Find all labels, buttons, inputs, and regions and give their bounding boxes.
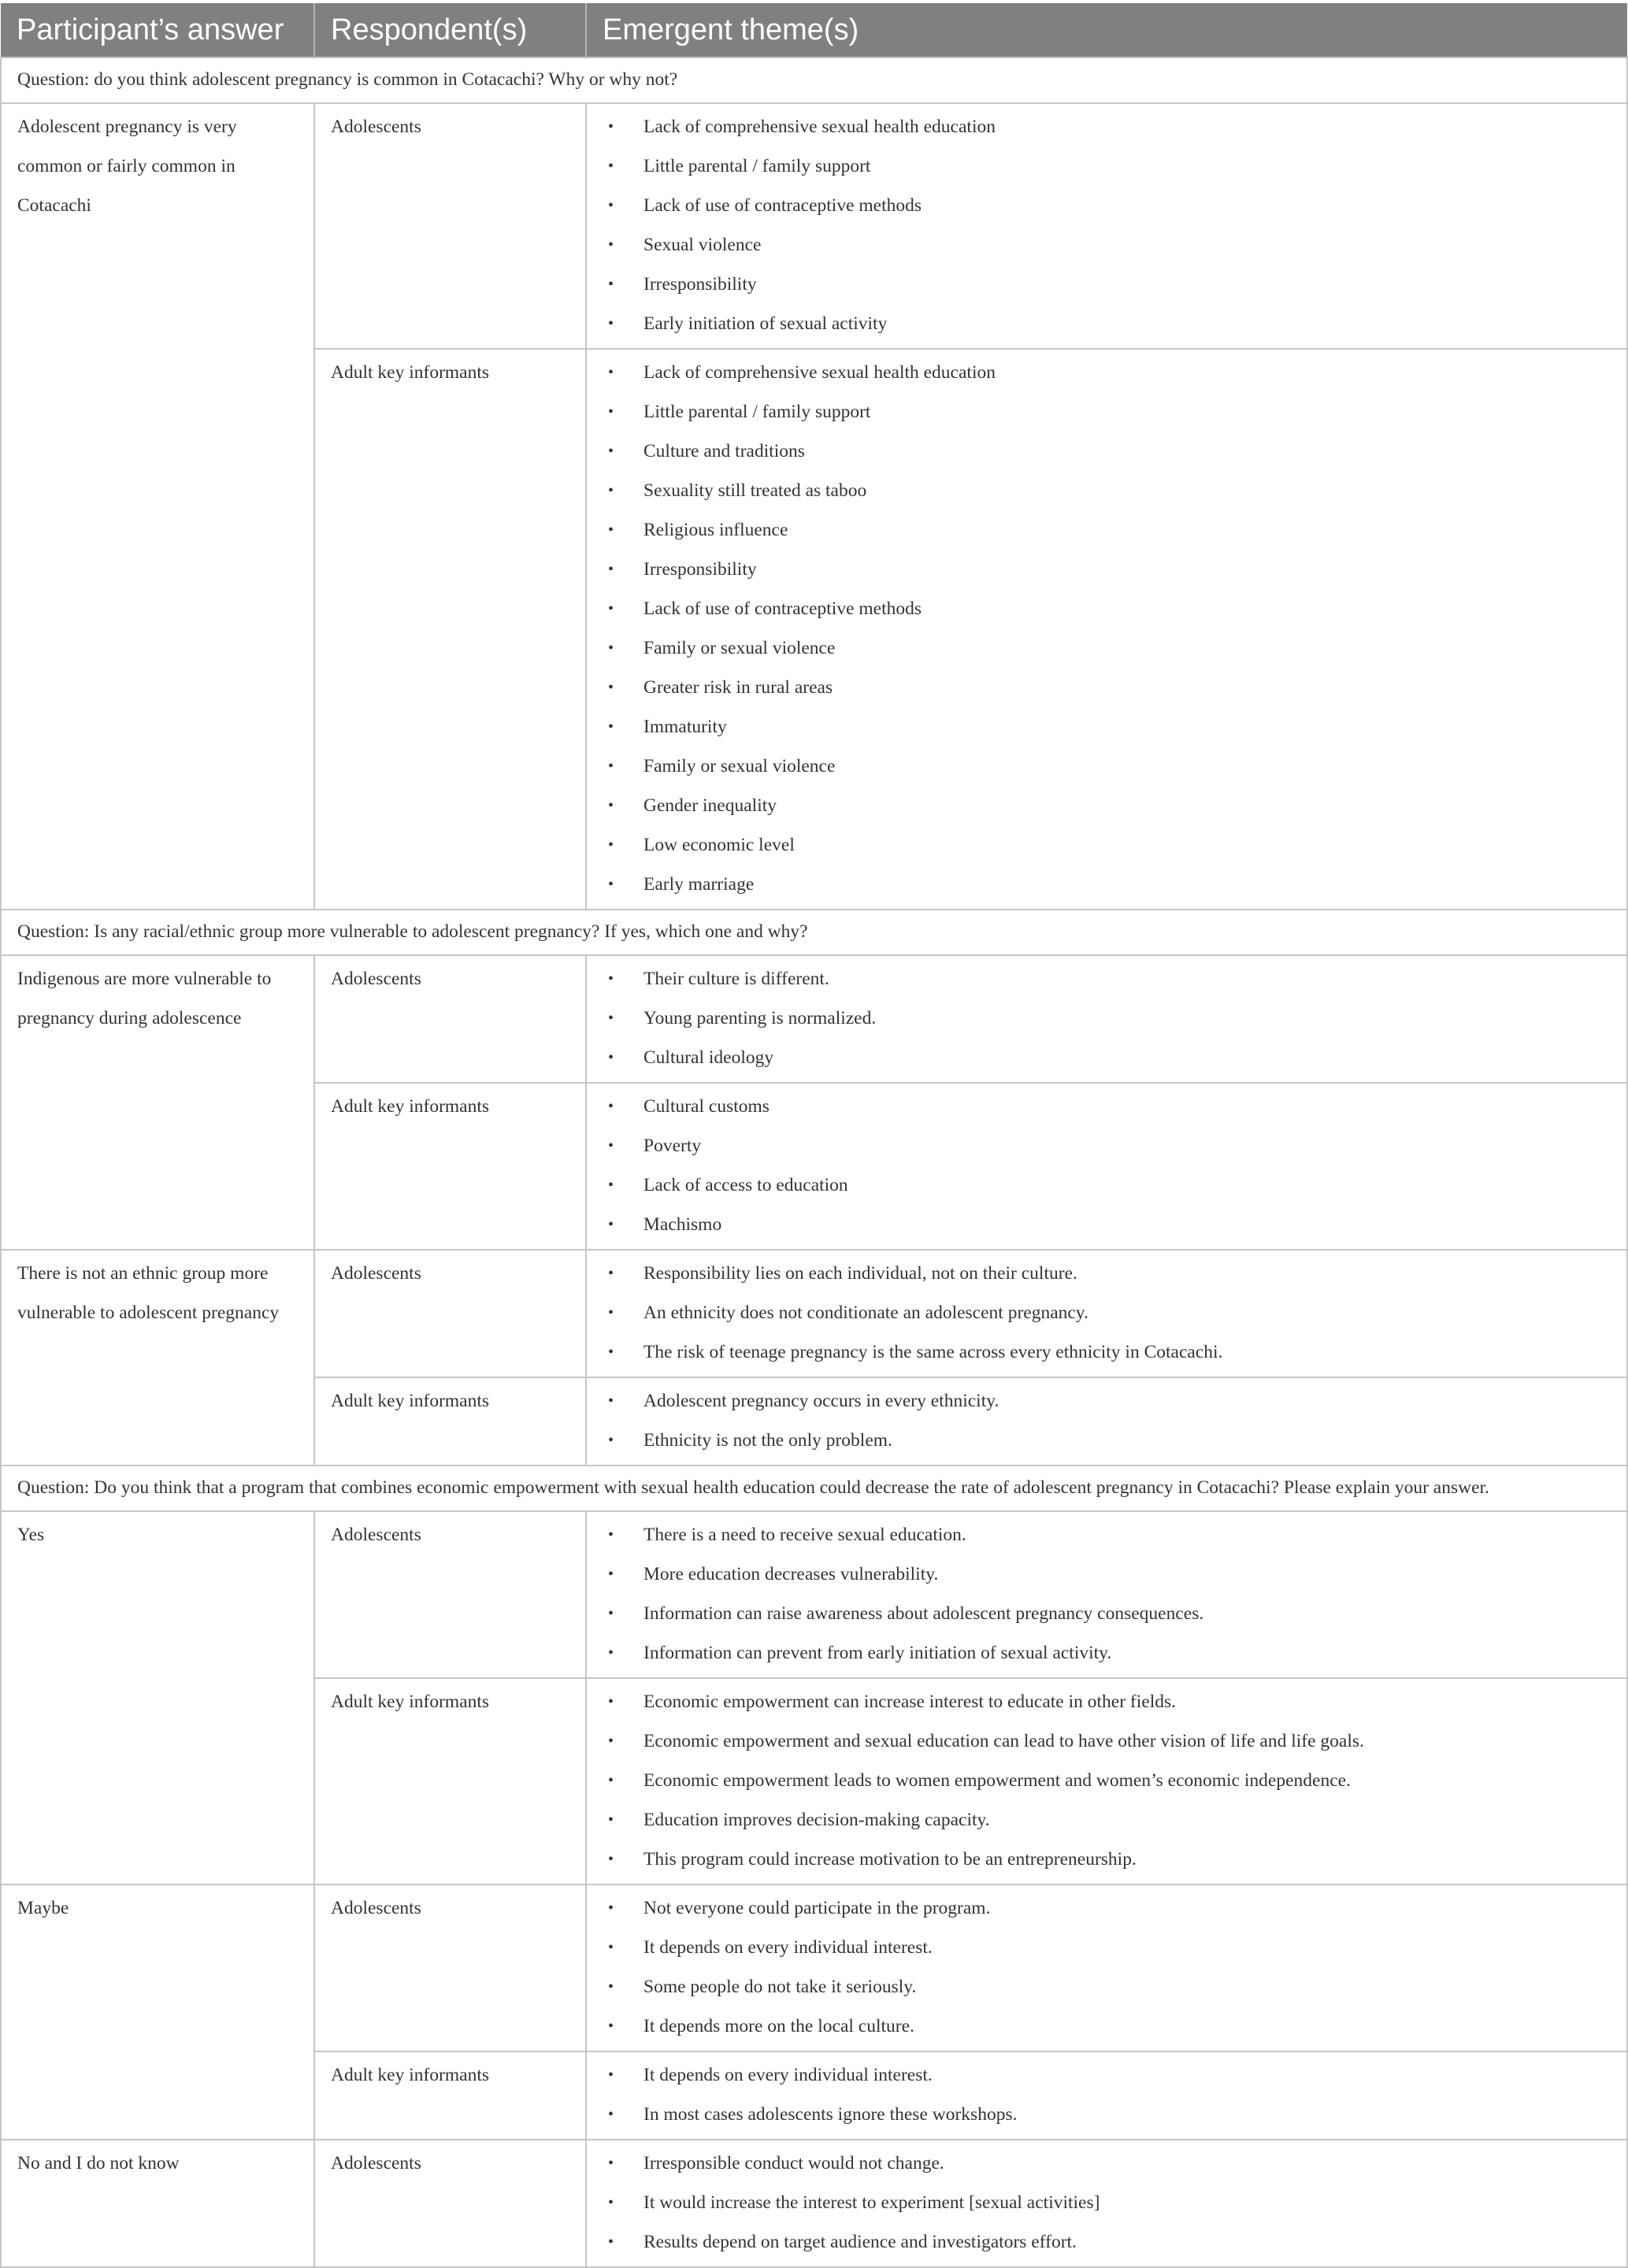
- list-item: [603, 1888, 1611, 1928]
- list-item: [603, 959, 1611, 999]
- themes-cell: [586, 103, 1627, 349]
- bullet-icon: •: [608, 2018, 614, 2035]
- theme-text: Sexual violence: [643, 235, 762, 255]
- list-item: [603, 353, 1611, 392]
- bullet-icon: •: [608, 679, 614, 696]
- list-item: [603, 2144, 1611, 2183]
- participant-answer-cell: Yes: [1, 1511, 314, 1884]
- theme-text: This program could increase motivation to be an entrepreneurship.: [643, 1849, 1137, 1870]
- list-item: [603, 1515, 1611, 1555]
- themes-list: [603, 353, 1611, 904]
- list-item: [603, 2055, 1611, 2095]
- theme-text: Lack of use of contraceptive methods: [643, 195, 922, 216]
- bullet-icon: •: [608, 1939, 614, 1956]
- bullet-icon: •: [608, 600, 614, 617]
- respondent-cell: Adolescents: [314, 2140, 586, 2267]
- list-item: [603, 707, 1611, 747]
- themes-list: [603, 1087, 1611, 1244]
- list-item: [603, 1800, 1611, 1840]
- theme-text: In most cases adolescents ignore these workshops.: [643, 2104, 1018, 2125]
- bullet-icon: •: [608, 236, 614, 254]
- respondent-cell: Adolescents: [314, 1884, 586, 2051]
- bullet-icon: •: [608, 1432, 614, 1449]
- list-item: [603, 865, 1611, 904]
- bullet-icon: •: [608, 2066, 614, 2084]
- list-item: [603, 628, 1611, 668]
- themes-cell: [586, 1884, 1627, 2051]
- bullet-icon: •: [608, 1177, 614, 1194]
- theme-text: Family or sexual violence: [643, 638, 836, 658]
- bullet-icon: •: [608, 1392, 614, 1410]
- respondent-cell: Adolescents: [314, 1250, 586, 1377]
- list-item: [603, 1421, 1611, 1460]
- bullet-icon: •: [608, 1137, 614, 1154]
- theme-text: Lack of comprehensive sexual health education: [643, 117, 996, 137]
- list-item: [603, 1967, 1611, 2007]
- list-item: [603, 1293, 1611, 1332]
- table-body: [1, 57, 1627, 2267]
- theme-text: Poverty: [643, 1136, 702, 1156]
- theme-text: It depends more on the local culture.: [643, 2016, 914, 2036]
- themes-cell: [586, 349, 1627, 910]
- list-item: [603, 186, 1611, 225]
- theme-text: The risk of teenage pregnancy is the same across every ethnicity in Cotacachi.: [643, 1342, 1223, 1362]
- list-item: [603, 1332, 1611, 1372]
- header-row: [1, 3, 1627, 57]
- bullet-icon: •: [608, 315, 614, 332]
- theme-text: Machismo: [643, 1214, 722, 1235]
- bullet-icon: •: [608, 1851, 614, 1868]
- theme-text: Early initiation of sexual activity: [643, 313, 888, 334]
- theme-text: Information can prevent from early initiation of sexual activity.: [643, 1643, 1112, 1663]
- theme-text: Lack of comprehensive sexual health education: [643, 362, 996, 383]
- themes-list: [603, 1254, 1611, 1372]
- list-item: [603, 2007, 1611, 2046]
- bullet-icon: •: [608, 118, 614, 135]
- bullet-icon: •: [608, 1732, 614, 1750]
- bullet-icon: •: [608, 403, 614, 421]
- theme-text: Economic empowerment can increase interest to educate in other fields.: [643, 1692, 1177, 1712]
- list-item: [603, 1254, 1611, 1293]
- theme-text: It would increase the interest to experiment [sexual activities]: [643, 2192, 1100, 2213]
- question-row: [1, 1466, 1627, 1511]
- theme-text: Economic empowerment leads to women empowerment and women’s economic independence.: [643, 1770, 1351, 1791]
- question-text: Question: do you think adolescent pregnancy is common in Cotacachi? Why or why not?: [1, 57, 1627, 103]
- theme-text: Culture and traditions: [643, 441, 805, 461]
- themes-cell: [586, 1678, 1627, 1884]
- respondent-cell: Adult key informants: [314, 1083, 586, 1250]
- list-item: [603, 550, 1611, 589]
- list-item: [603, 1840, 1611, 1879]
- respondent-cell: Adolescents: [314, 103, 586, 349]
- theme-text: Little parental / family support: [643, 402, 871, 422]
- themes-cell: [586, 1511, 1627, 1678]
- list-item: [603, 1087, 1611, 1126]
- list-item: [603, 1555, 1611, 1594]
- themes-list: [603, 1682, 1611, 1879]
- bullet-icon: •: [608, 1265, 614, 1282]
- bullet-icon: •: [608, 1526, 614, 1544]
- table-header: [1, 3, 1627, 57]
- theme-text: There is a need to receive sexual education.: [643, 1525, 966, 1545]
- theme-text: Little parental / family support: [643, 156, 871, 176]
- list-item: [603, 747, 1611, 786]
- theme-text: An ethnicity does not conditionate an adolescent pregnancy.: [643, 1303, 1088, 1323]
- themes-cell: [586, 2051, 1627, 2140]
- list-item: [603, 1205, 1611, 1244]
- bullet-icon: •: [608, 970, 614, 988]
- participant-answer-cell: Adolescent pregnancy is very common or fairly common in Cotacachi: [1, 103, 314, 910]
- theme-text: It depends on every individual interest.: [643, 2065, 933, 2085]
- bullet-icon: •: [608, 876, 614, 893]
- header-emergent-themes: Emergent theme(s): [586, 3, 1627, 57]
- list-item: [603, 265, 1611, 304]
- participant-answer-cell: No and I do not know: [1, 2140, 314, 2267]
- theme-text: Irresponsibility: [643, 559, 757, 580]
- list-item: [603, 146, 1611, 186]
- bullet-icon: •: [608, 797, 614, 814]
- list-item: [603, 1761, 1611, 1800]
- list-item: [603, 471, 1611, 510]
- bullet-icon: •: [608, 1049, 614, 1066]
- theme-text: Responsibility lies on each individual, not on their culture.: [643, 1263, 1077, 1284]
- question-row: [1, 57, 1627, 103]
- list-item: [603, 2183, 1611, 2222]
- themes-list: [603, 1381, 1611, 1460]
- table-row: [1, 103, 1627, 349]
- bullet-icon: •: [608, 718, 614, 736]
- theme-text: Lack of access to education: [643, 1175, 848, 1195]
- question-row: [1, 910, 1627, 955]
- bullet-icon: •: [608, 1693, 614, 1710]
- list-item: [603, 510, 1611, 550]
- list-item: [603, 825, 1611, 865]
- bullet-icon: •: [608, 2233, 614, 2251]
- bullet-icon: •: [608, 1343, 614, 1361]
- question-text: Question: Do you think that a program that combines economic empowerment with sexual health education could decrease the rate of adolescent pregnancy in Cotacachi? Please explain your answer.: [1, 1466, 1627, 1511]
- bullet-icon: •: [608, 2155, 614, 2172]
- bullet-icon: •: [608, 1216, 614, 1233]
- theme-text: Information can raise awareness about adolescent pregnancy consequences.: [643, 1603, 1204, 1624]
- bullet-icon: •: [608, 1566, 614, 1583]
- bullet-icon: •: [608, 1644, 614, 1662]
- list-item: [603, 668, 1611, 707]
- theme-text: Ethnicity is not the only problem.: [643, 1430, 892, 1451]
- list-item: [603, 1633, 1611, 1673]
- table-row: [1, 2140, 1627, 2267]
- list-item: [603, 1721, 1611, 1761]
- bullet-icon: •: [608, 836, 614, 854]
- table-row: [1, 1511, 1627, 1678]
- header-participants-answer: Participant’s answer: [1, 3, 314, 57]
- bullet-icon: •: [608, 1899, 614, 1917]
- theme-text: Cultural ideology: [643, 1047, 774, 1068]
- theme-text: Young parenting is normalized.: [643, 1008, 877, 1028]
- participant-answer-cell: Indigenous are more vulnerable to pregnancy during adolescence: [1, 955, 314, 1250]
- list-item: [603, 1166, 1611, 1205]
- list-item: [603, 304, 1611, 343]
- themes-list: [603, 107, 1611, 343]
- theme-text: Irresponsibility: [643, 274, 757, 295]
- table-row: [1, 1884, 1627, 2051]
- table-row: [1, 955, 1627, 1083]
- respondent-cell: Adult key informants: [314, 1377, 586, 1466]
- list-item: [603, 1682, 1611, 1721]
- list-item: [603, 1381, 1611, 1421]
- respondent-cell: Adolescents: [314, 1511, 586, 1678]
- bullet-icon: •: [608, 758, 614, 775]
- bullet-icon: •: [608, 158, 614, 175]
- theme-text: Early marriage: [643, 874, 755, 895]
- bullet-icon: •: [608, 1772, 614, 1789]
- list-item: [603, 392, 1611, 432]
- list-item: [603, 2095, 1611, 2134]
- list-item: [603, 1126, 1611, 1166]
- theme-text: Immaturity: [643, 717, 727, 737]
- theme-text: Religious influence: [643, 520, 788, 540]
- participant-answer-cell: Maybe: [1, 1884, 314, 2140]
- question-text: Question: Is any racial/ethnic group more vulnerable to adolescent pregnancy? If yes, which one and why?: [1, 910, 1627, 955]
- themes-cell: [586, 2140, 1627, 2267]
- themes-list: [603, 1515, 1611, 1673]
- bullet-icon: •: [608, 1010, 614, 1027]
- respondent-cell: Adolescents: [314, 955, 586, 1083]
- list-item: [603, 225, 1611, 265]
- bullet-icon: •: [608, 197, 614, 214]
- bullet-icon: •: [608, 1978, 614, 1996]
- respondent-cell: Adult key informants: [314, 349, 586, 910]
- list-item: [603, 999, 1611, 1038]
- bullet-icon: •: [608, 276, 614, 293]
- bullet-icon: •: [608, 561, 614, 578]
- list-item: [603, 107, 1611, 146]
- themes-table: [0, 3, 1628, 2268]
- bullet-icon: •: [608, 1605, 614, 1622]
- theme-text: Economic empowerment and sexual education can lead to have other vision of life and life goals.: [643, 1731, 1364, 1751]
- theme-text: Sexuality still treated as taboo: [643, 480, 867, 501]
- theme-text: Results depend on target audience and investigators effort.: [643, 2232, 1077, 2252]
- list-item: [603, 1928, 1611, 1967]
- bullet-icon: •: [608, 443, 614, 460]
- list-item: [603, 786, 1611, 825]
- bullet-icon: •: [608, 1811, 614, 1829]
- header-respondents: Respondent(s): [314, 3, 586, 57]
- theme-text: It depends on every individual interest.: [643, 1937, 933, 1958]
- theme-text: Their culture is different.: [643, 969, 829, 989]
- bullet-icon: •: [608, 364, 614, 381]
- themes-list: [603, 2144, 1611, 2262]
- themes-cell: [586, 1083, 1627, 1250]
- themes-list: [603, 959, 1611, 1077]
- list-item: [603, 1594, 1611, 1633]
- theme-text: Irresponsible conduct would not change.: [643, 2153, 944, 2174]
- participant-answer-cell: There is not an ethnic group more vulnerable to adolescent pregnancy: [1, 1250, 314, 1466]
- bullet-icon: •: [608, 2106, 614, 2123]
- list-item: [603, 2222, 1611, 2262]
- theme-text: Education improves decision-making capacity.: [643, 1810, 990, 1830]
- theme-text: Greater risk in rural areas: [643, 677, 833, 698]
- list-item: [603, 432, 1611, 471]
- themes-cell: [586, 955, 1627, 1083]
- bullet-icon: •: [608, 482, 614, 499]
- bullet-icon: •: [608, 639, 614, 657]
- respondent-cell: Adult key informants: [314, 2051, 586, 2140]
- bullet-icon: •: [608, 1098, 614, 1115]
- theme-text: Low economic level: [643, 835, 795, 855]
- bullet-icon: •: [608, 521, 614, 539]
- themes-cell: [586, 1377, 1627, 1466]
- theme-text: Some people do not take it seriously.: [643, 1977, 917, 1997]
- theme-text: Not everyone could participate in the program.: [643, 1898, 991, 1918]
- theme-text: Lack of use of contraceptive methods: [643, 598, 922, 619]
- theme-text: Family or sexual violence: [643, 756, 836, 776]
- bullet-icon: •: [608, 2194, 614, 2211]
- bullet-icon: •: [608, 1304, 614, 1321]
- theme-text: Gender inequality: [643, 795, 777, 816]
- themes-cell: [586, 1250, 1627, 1377]
- themes-list: [603, 2055, 1611, 2134]
- respondent-cell: Adult key informants: [314, 1678, 586, 1884]
- theme-text: More education decreases vulnerability.: [643, 1564, 939, 1584]
- themes-list: [603, 1888, 1611, 2046]
- theme-text: Cultural customs: [643, 1096, 769, 1117]
- list-item: [603, 1038, 1611, 1077]
- list-item: [603, 589, 1611, 628]
- theme-text: Adolescent pregnancy occurs in every ethnicity.: [643, 1391, 999, 1411]
- table-row: [1, 1250, 1627, 1377]
